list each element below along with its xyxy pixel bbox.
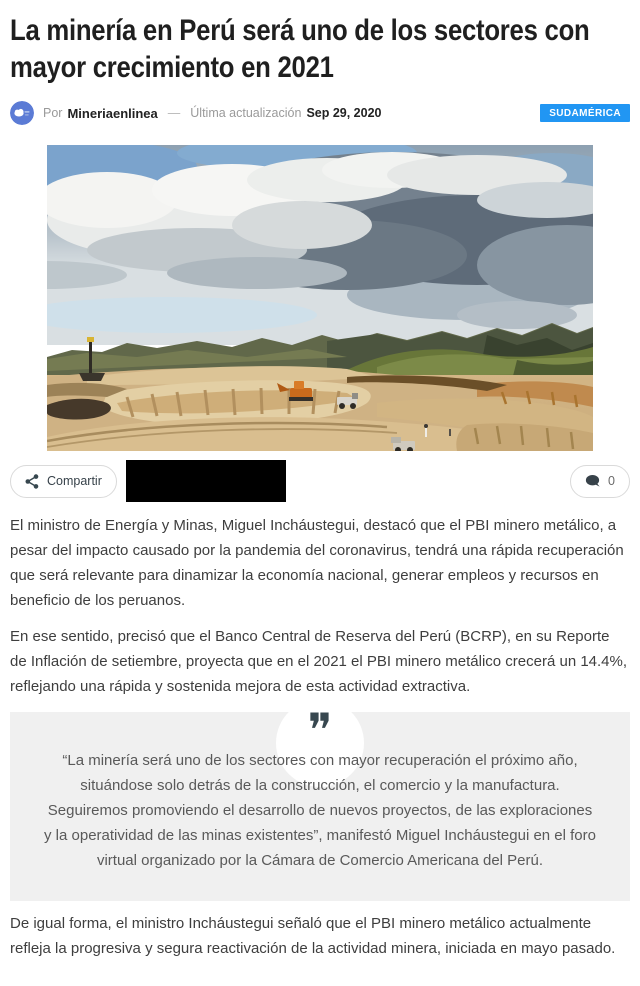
comments-count: 0 [608, 474, 615, 488]
share-row [10, 459, 630, 503]
quote-text: “La minería será uno de los sectores con mayor recuperación el próximo año, situándose solo detrás de la construcción, el comercio y la manufactura. Seguiremos promoviendo el desarrollo de nuevos proyectos, de las exploraciones y la operatividad de las minas existentes”, manifestó Miguel Incháustegui en el foro virtual organizado por la Cámara de Comercio Americana del Perú. [44, 752, 596, 869]
comments-button[interactable] [570, 465, 630, 498]
article-paragraph: De igual forma, el ministro Incháustegui señaló que el PBI minero metálico actualmente refleja la progresiva y segura reactivación de la actividad minera, iniciada en mayo pasado. [10, 915, 616, 957]
share-icon [25, 474, 39, 489]
article-paragraph: El ministro de Energía y Minas, Miguel Incháustegui, destacó que el PBI minero metálico, a pesar del impacto causado por la pandemia del coronavirus, tendrá una rápida recuperación que será relevante para dinamizar la economía nacional, generar empleos y recursos en beneficio de los peruanos. [10, 517, 624, 609]
redacted-block [126, 460, 286, 502]
updated-date: Sep 29, 2020 [306, 106, 382, 120]
quote-icon: ❞ [307, 703, 333, 757]
byline-por-label: Por [43, 106, 63, 120]
category-badge[interactable]: SUDAMÉRICA [540, 104, 630, 122]
byline [10, 101, 630, 125]
page-title: La minería en Perú será uno de los sectores con mayor crecimiento en 2021 [10, 14, 590, 84]
article-paragraph: En ese sentido, precisó que el Banco Central de Reserva del Perú (BCRP), en su Reporte de Inflación de setiembre, proyecta que en el 2021 el PBI minero metálico crecerá un 14.4%, reflejando una rápida y sostenida mejora de esta actividad extractiva. [10, 628, 628, 695]
author-avatar[interactable] [10, 101, 34, 125]
byline-separator: — [167, 106, 181, 120]
article-hero-image [47, 145, 593, 451]
updated-label: Última actualización [190, 106, 302, 120]
share-button-label: Compartir [47, 474, 102, 488]
cloud-logo-icon [10, 101, 34, 125]
comment-bubble-icon [585, 474, 602, 489]
pull-quote [10, 703, 630, 901]
share-button[interactable] [10, 465, 117, 498]
author-link[interactable]: Mineriaenlinea [67, 105, 158, 121]
